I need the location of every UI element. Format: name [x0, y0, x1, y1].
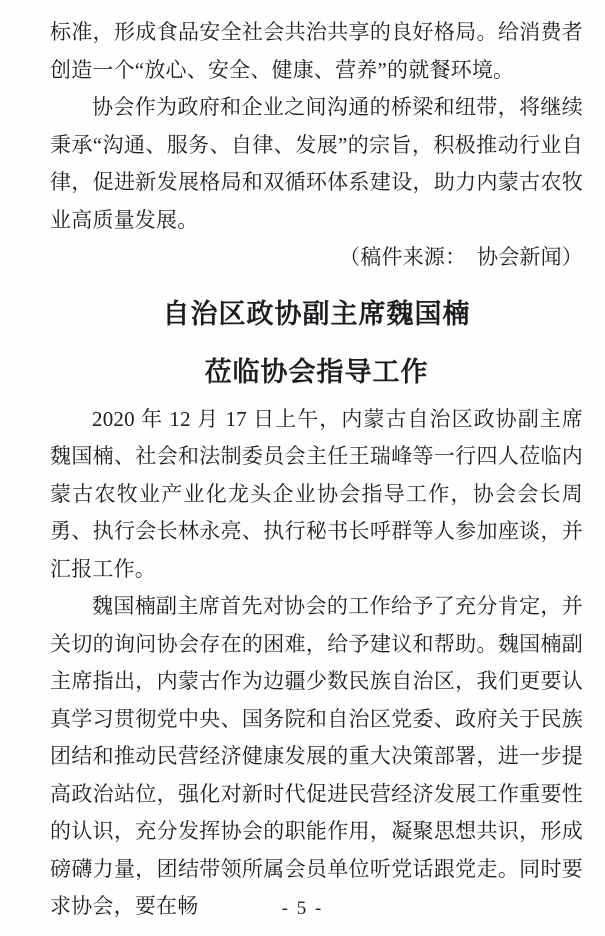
document-content — [50, 14, 583, 926]
article-title-line-1: 自治区政协副主席魏国楠 — [162, 298, 471, 329]
article-title-line-2: 莅临协会指导工作 — [204, 356, 429, 387]
page-number: - 5 - — [281, 898, 324, 919]
paragraph-continuation: 标准，形成食品安全社会共治共享的良好格局。给消费者创造一个“放心、安全、健康、营养”的就餐环境。 — [50, 20, 583, 82]
paragraph-visit: 2020 年 12 月 17 日上午，内蒙古自治区政协副主席魏国楠、社会和法制委员会主任王瑞峰等一行四人莅临内蒙古农牧业产业化龙头企业协会指导工作，协会会长周勇、执行会长林永亮、执行秘书长呼群等人参加座谈，并汇报工作。 — [50, 406, 583, 581]
article-title — [50, 285, 583, 401]
paragraph-association-role: 协会作为政府和企业之间沟通的桥梁和纽带，将继续秉承“沟通、服务、自律、发展”的宗旨，积极推动行业自律，促进新发展格局和双循环体系建设，助力内蒙古农牧业高质量发展。 — [50, 95, 583, 232]
paragraph-remarks: 魏国楠副主席首先对协会的工作给予了充分肯定，并关切的询问协会存在的困难，给予建议和帮助。魏国楠副主席指出，内蒙古作为边疆少数民族自治区，我们更要认真学习贯彻党中央、国务院和自治区党委、政府关于民族团结和推动民营经济健康发展的重大决策部署，进一步提高政治站位，强化对新时代促进民营经济发展工作重要性的认识，充分发挥协会的职能作用，凝聚思想共识，形成磅礴力量，团结带领所属会员单位听党话跟党走。同时要求协会，要在畅 — [50, 594, 583, 918]
source-attribution: （稿件来源： 协会新闻） — [339, 245, 583, 269]
